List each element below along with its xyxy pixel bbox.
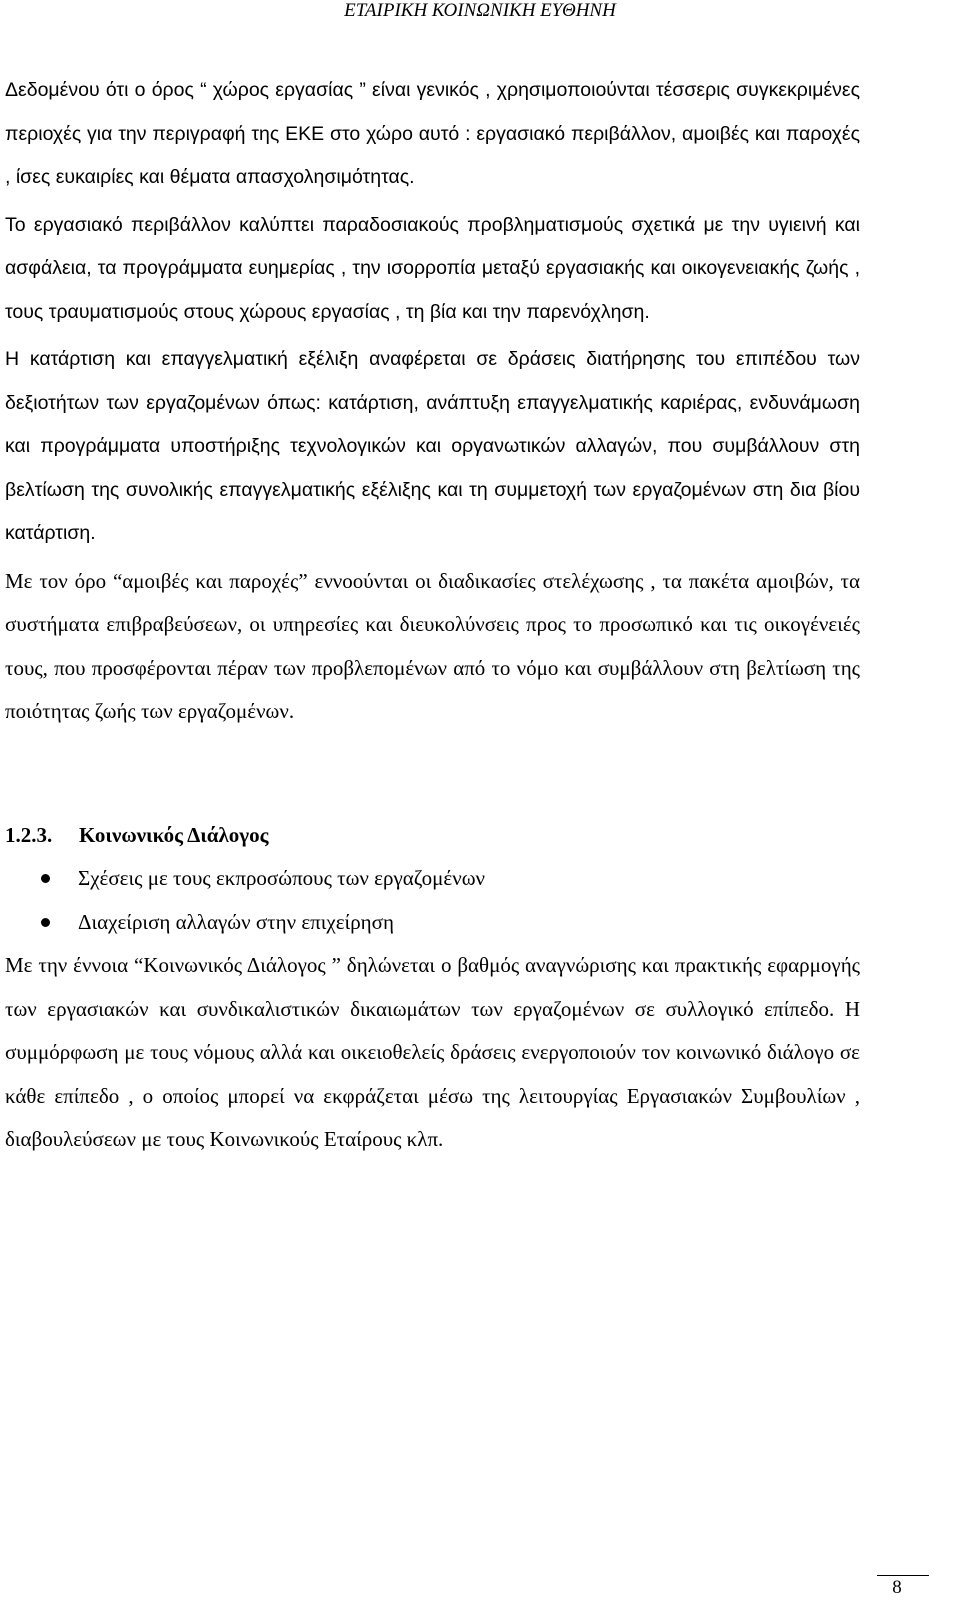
bullet-list: [5, 857, 860, 944]
list-item-text: Σχέσεις με τους εκπροσώπους των εργαζομένων: [78, 866, 486, 890]
paragraph-workplace-intro: Δεδομένου ότι ο όρος “ χώρος εργασίας ” είναι γενικός , χρησιμοποιούνται τέσσερις συγκεκριμένες περιοχές για την περιγραφή της ΕΚΕ στο χώρο αυτό : εργασιακό περιβάλλον, αμοιβές και παροχές , ίσες ευκαιρίες και θέματα απασχολησιμότητας.: [5, 79, 860, 188]
paragraph-training-development: Η κατάρτιση και επαγγελματική εξέλιξη αναφέρεται σε δράσεις διατήρησης του επιπέδου των δεξιοτήτων των εργαζομένων όπως: κατάρτιση, ανάπτυξη επαγγελματικής καριέρας, ενδυνάμωση και προγράμματα υποστήριξης τεχνολογικών και οργανωτικών αλλαγών, που συμβάλλουν στη βελτίωση της συνολικής επαγγελματικής εξέλιξης και τη συμμετοχή των εργαζομένων στη δια βίου κατάρτιση.: [5, 348, 860, 544]
document-body: [5, 69, 860, 1162]
paragraph-pay-benefits: Με τον όρο “αμοιβές και παροχές” εννοούνται οι διαδικασίες στελέχωσης , τα πακέτα αμοιβών, τα συστήματα επιβραβεύσεων, οι υπηρεσίες και διευκολύνσεις προς το προσωπικό και τις οικογένειές τους, που προσφέρονται πέραν των προβλεπομένων από το νόμο και συμβάλλουν στη βελτίωση της ποιότητας ζωής των εργαζομένων.: [5, 568, 860, 723]
section-heading: [5, 814, 860, 858]
page-number: 8: [892, 1577, 902, 1598]
footer-divider: [877, 1575, 929, 1576]
bullet-icon: [41, 874, 50, 883]
running-header: ΕΤΑΙΡΙΚΗ ΚΟΙΝΩΝΙΚΗ ΕΥΘΗΝΗ: [344, 0, 616, 21]
paragraph-work-environment: Το εργασιακό περιβάλλον καλύπτει παραδοσιακούς προβληματισμούς σχετικά με την υγιεινή και ασφάλεια, τα προγράμματα ευημερίας , την ισορροπία μεταξύ εργασιακής και οικογενειακής ζωής , τους τραυματισμούς στους χώρους εργασίας , τη βία και την παρενόχληση.: [5, 213, 860, 323]
list-item: [5, 901, 860, 945]
list-item-text: Διαχείριση αλλαγών στην επιχείρηση: [78, 909, 394, 934]
section-number: 1.2.3.: [5, 822, 53, 847]
paragraph-social-dialogue: Με την έννοια “Κοινωνικός Διάλογος ” δηλώνεται ο βαθμός αναγνώρισης και πρακτικής εφαρμογής των εργασιακών και συνδικαλιστικών δικαιωμάτων των εργαζομένων σε συλλογικό επίπεδο. Η συμμόρφωση με τους νόμους αλλά και οικειοθελείς δράσεις ενεργοποιούν τον κοινωνικό διάλογο σε κάθε επίπεδο , ο οποίος μπορεί να εκφράζεται μέσω της λειτουργίας Εργασιακών Συμβουλίων , διαβουλεύσεων με τους Κοινωνικούς Εταίρους κλπ.: [5, 953, 860, 1151]
list-item: [5, 857, 860, 901]
bullet-icon: [41, 918, 50, 927]
section-title: Κοινωνικός Διάλογος: [79, 822, 269, 847]
